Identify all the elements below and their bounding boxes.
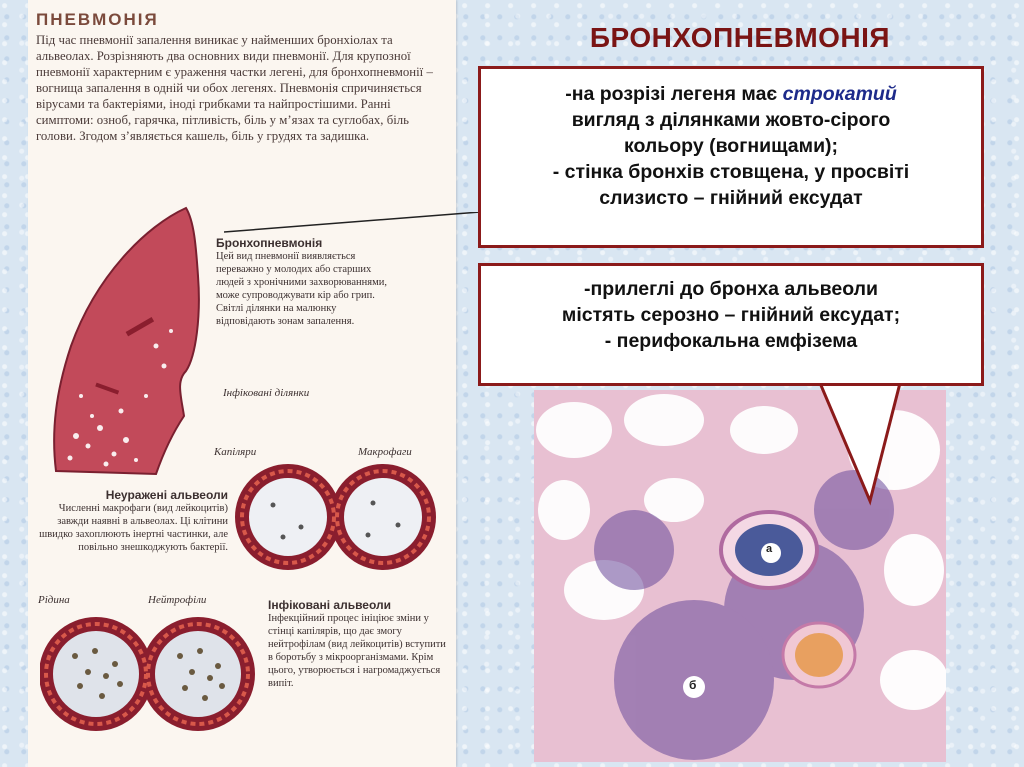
- callout-1-line-3: кольору (вогнищами);: [623, 135, 839, 157]
- callout-1-line-1-text: -на розрізі легеня має: [565, 83, 783, 105]
- healthy-alveoli-illustration: [233, 455, 443, 585]
- fluid-label: Рідина: [38, 594, 70, 606]
- capillaries-label: Капіляри: [214, 446, 257, 458]
- neutrophils-label: Нейтрофіли: [148, 594, 207, 606]
- callout-2-line-1: -прилеглі до бронха альвеоли: [583, 278, 879, 300]
- slide-title: БРОНХОПНЕВМОНІЯ: [589, 22, 891, 53]
- broncho-heading: Бронхопневмонія: [216, 236, 323, 250]
- callout-2-line-3: - перифокальна емфізема: [604, 330, 858, 352]
- micro-label-b: б: [689, 678, 697, 692]
- healthy-heading: Неуражені альвеоли: [105, 488, 228, 502]
- infected-areas-label: Інфіковані ділянки: [223, 387, 310, 399]
- infected-section: [268, 598, 448, 690]
- callout-1-line-2: вигляд з ділянками жовто-сірого: [571, 109, 891, 131]
- callout-micro-findings: [478, 263, 984, 386]
- macrophages-label: Макрофаги: [358, 446, 412, 458]
- infected-text: Інфекційний процес ініціює зміни у стінці капілярів, що дає змогу нейтрофілам (вид лейкоцитів) вступити в боротьбу з мікроорганізмами. Крім цього, утворюється і нагромаджується випіт.: [268, 613, 446, 689]
- healthy-section: [38, 488, 228, 554]
- callout-gross-findings: [478, 66, 984, 248]
- infected-alveoli-illustration: [40, 606, 255, 746]
- infected-heading: Інфіковані альвеоли: [268, 598, 391, 612]
- callout-1-line-4: - стінка бронхів стовщена, у просвіті: [552, 161, 910, 183]
- lung-illustration: [36, 196, 226, 486]
- book-title: ПНЕВМОНІЯ: [36, 10, 159, 29]
- callout-2-line-2: містять серозно – гнійний ексудат;: [561, 304, 901, 326]
- broncho-section: [216, 236, 391, 328]
- book-intro-text: Під час пневмонії запалення виникає у найменших бронхіолах та альвеолах. Розрізняють два основних види пневмонії. Для крупозної пневмонії характерним є ураження частки легені, для бронхопневмонії – вогнища запалення в одній чи обох легенях. Пневмонія спричиняється вірусами та бактеріями, іноді грибками та найпростішими. Ранні симптоми: озноб, гарячка, пітливість, біль у м’язах та суглобах, біль голови. Згодом з’являється кашель, біль у грудях та задишка.: [36, 33, 433, 143]
- callout-1-line-1: [491, 81, 971, 107]
- micro-label-a: а: [766, 543, 773, 555]
- textbook-page: [28, 0, 456, 767]
- callout-1-emphasis: строкатий: [782, 83, 897, 105]
- broncho-text: Цей вид пневмонії виявляється переважно у молодих або старших людей з хронічними захворюваннями, може супроводжувати кір або грип. Світлі ділянки на малюнку відповідають зонам запалення.: [216, 251, 387, 327]
- callout-1-line-5: слизисто – гнійний ексудат: [599, 187, 863, 209]
- healthy-text: Численні макрофаги (вид лейкоцитів) завжди наявні в альвеолах. Ці клітини швидко захоплюють інертні частинки, але повільно знешкоджують бактерії.: [39, 503, 228, 553]
- callout-2-pointer: [800, 383, 920, 513]
